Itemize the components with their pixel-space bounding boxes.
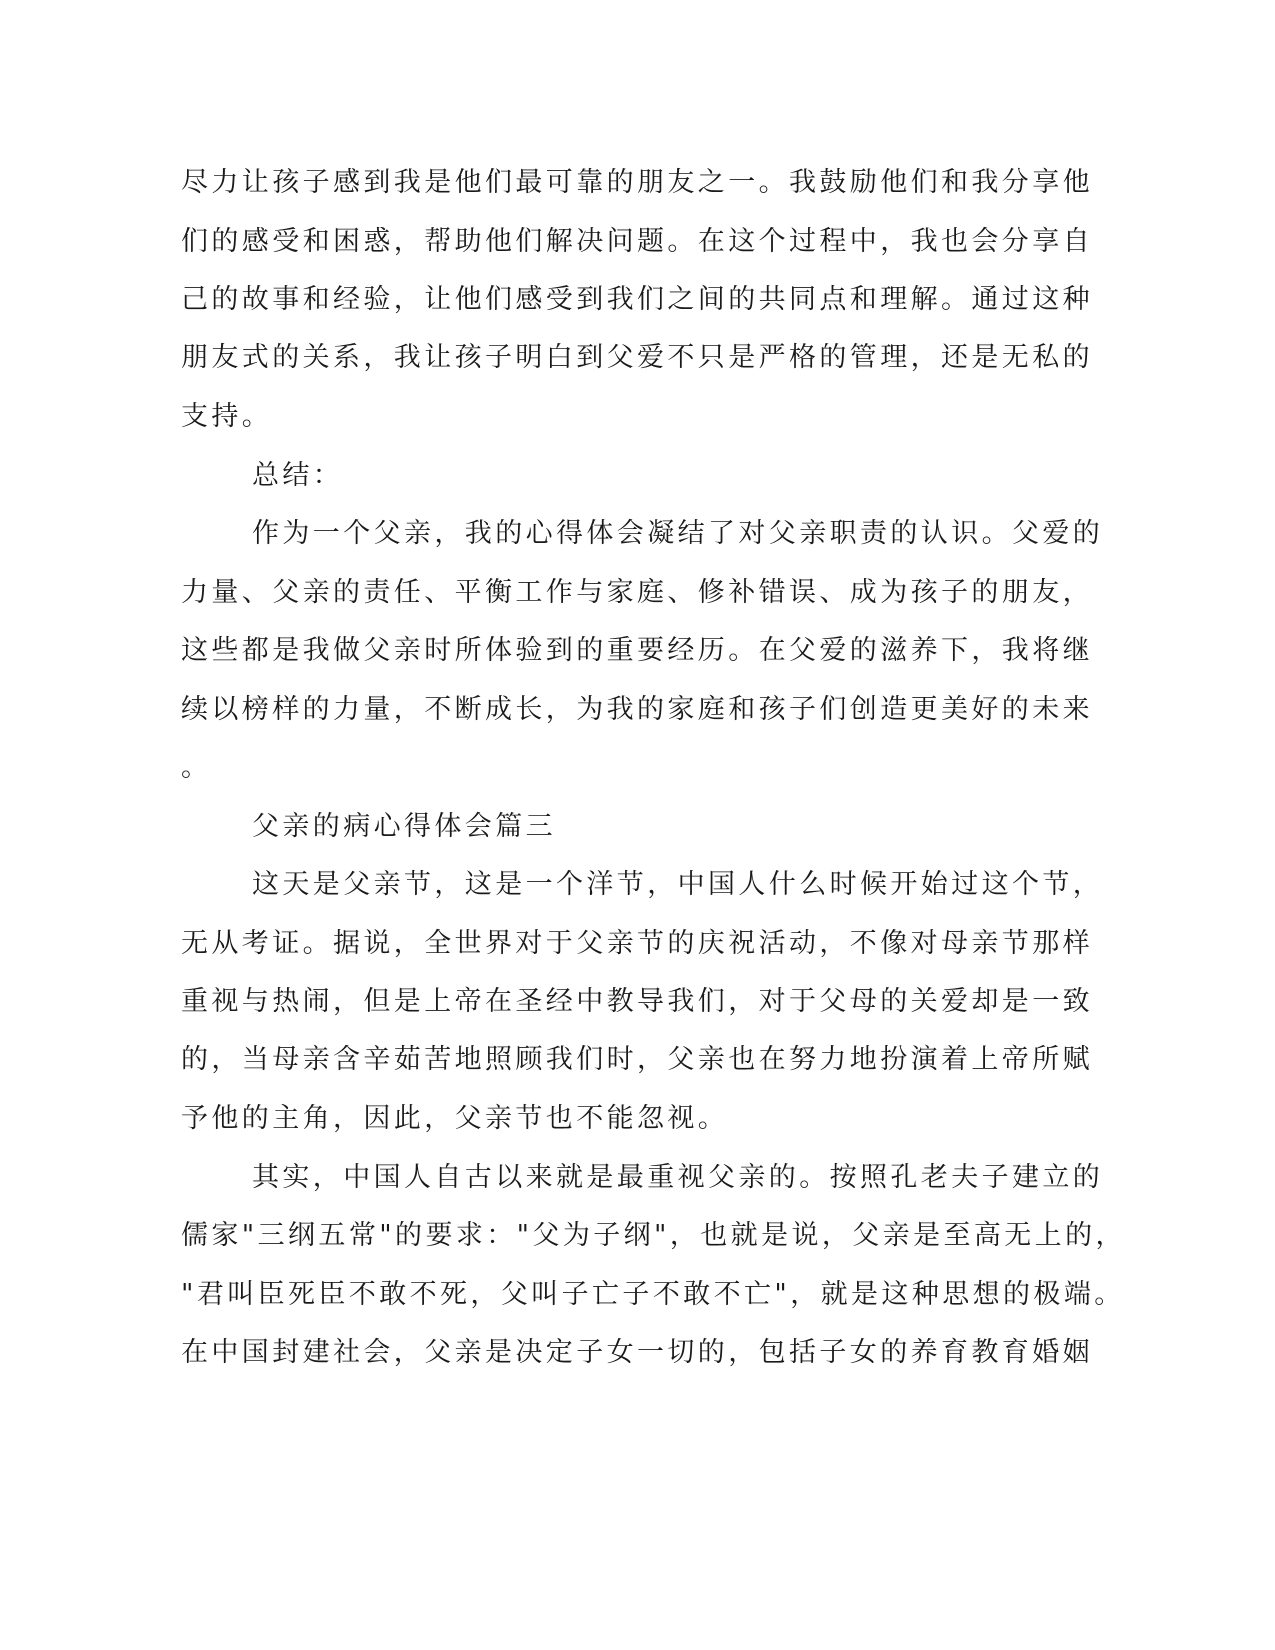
text-line: 朋友式的关系，我让孩子明白到父爱不只是严格的管理，还是无私的 [181, 342, 1093, 373]
text-line: 作为一个父亲，我的心得体会凝结了对父亲职责的认识。父爱的 [252, 518, 1104, 549]
section-heading: 父亲的病心得体会篇三 [252, 811, 556, 842]
text-line: 其实，中国人自古以来就是最重视父亲的。按照孔老夫子建立的 [252, 1162, 1104, 1193]
text-line: 尽力让孩子感到我是他们最可靠的朋友之一。我鼓励他们和我分享他 [181, 167, 1093, 198]
text-line: 力量、父亲的责任、平衡工作与家庭、修补错误、成为孩子的朋友， [181, 577, 1093, 608]
text-line: 无从考证。据说，全世界对于父亲节的庆祝活动，不像对母亲节那样 [181, 928, 1093, 959]
text-line: "君叫臣死臣不敢不死，父叫子亡子不敢不亡"，就是这种思想的极端。 [181, 1279, 1125, 1310]
text-line: 支持。 [181, 401, 273, 432]
text-line: 这天是父亲节，这是一个洋节，中国人什么时候开始过这个节， [252, 869, 1104, 900]
text-line: 儒家"三纲五常"的要求："父为子纲"，也就是说，父亲是至高无上的， [181, 1220, 1126, 1251]
text-line: 予他的主角，因此，父亲节也不能忽视。 [181, 1103, 729, 1134]
text-line: 们的感受和困惑，帮助他们解决问题。在这个过程中，我也会分享自 [181, 226, 1093, 257]
text-line: 己的故事和经验，让他们感受到我们之间的共同点和理解。通过这种 [181, 284, 1093, 315]
text-line: 在中国封建社会，父亲是决定子女一切的，包括子女的养育教育婚姻 [181, 1337, 1093, 1368]
text-line: 重视与热闹，但是上帝在圣经中教导我们，对于父母的关爱却是一致 [181, 986, 1093, 1017]
text-line: 的，当母亲含辛茹苦地照顾我们时，父亲也在努力地扮演着上帝所赋 [181, 1044, 1093, 1075]
text-line: 这些都是我做父亲时所体验到的重要经历。在父爱的滋养下，我将继 [181, 635, 1093, 666]
text-line: 。 [181, 752, 212, 783]
section-heading: 总结： [252, 460, 344, 491]
text-line: 续以榜样的力量，不断成长，为我的家庭和孩子们创造更美好的未来 [181, 694, 1093, 725]
